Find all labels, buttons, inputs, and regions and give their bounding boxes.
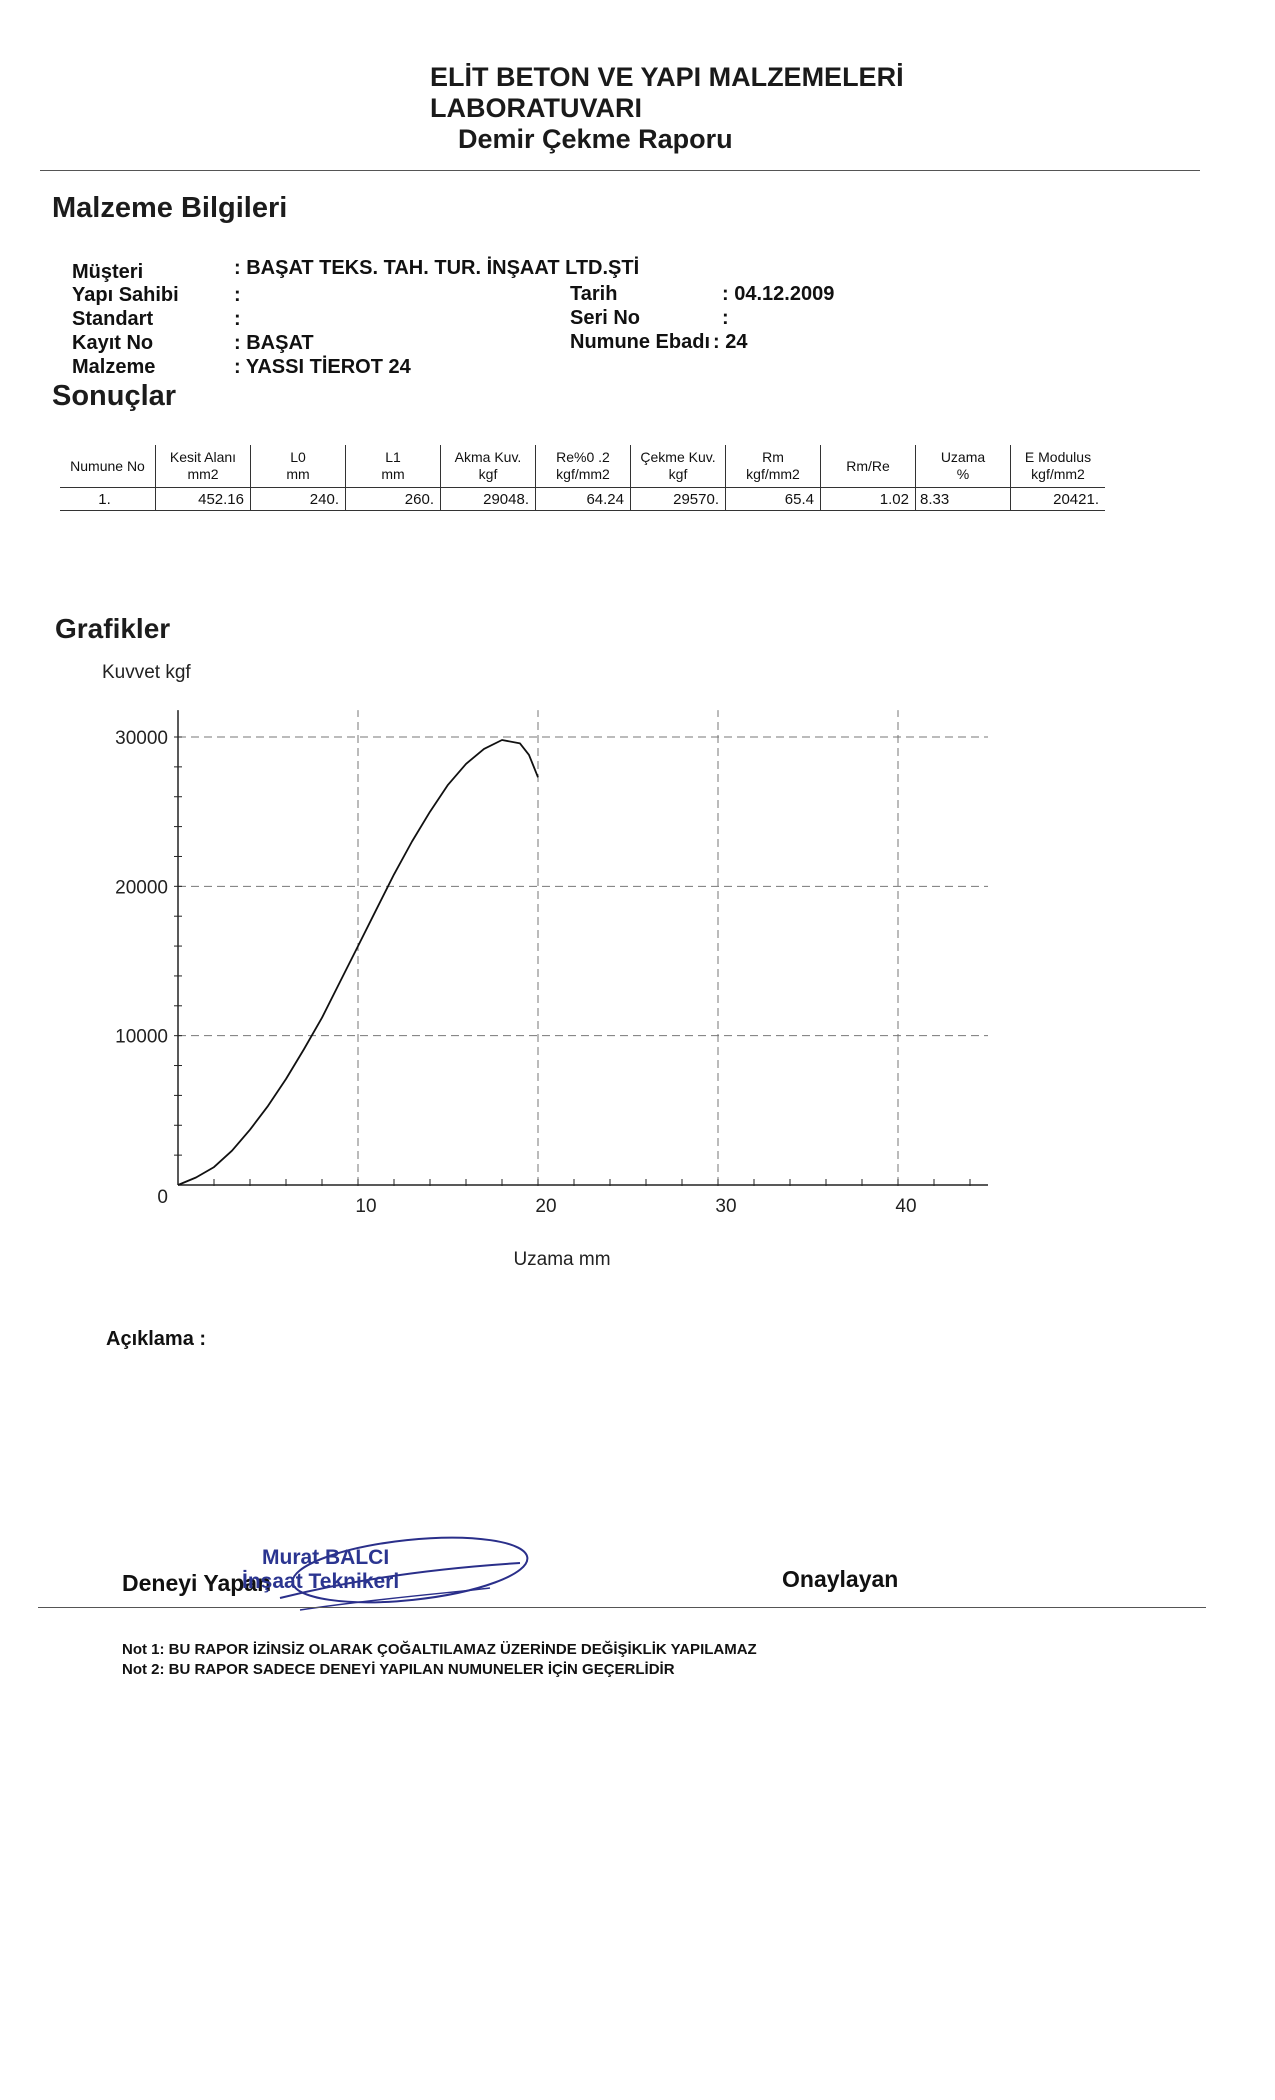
stamp-name: Murat BALCI: [262, 1546, 390, 1569]
aciklama-label: Açıklama :: [106, 1328, 207, 1350]
signature-stamp: [240, 1528, 530, 1628]
graphs-section-title: Grafikler: [55, 613, 171, 644]
cell-uzama: 8.33: [916, 488, 1011, 511]
col-numune-no: Numune No: [60, 445, 156, 488]
x-tick-label: 40: [895, 1196, 917, 1217]
col-cekme-kuv: Çekme Kuv. kgf: [631, 445, 726, 488]
malzeme-label: Malzeme: [72, 356, 156, 378]
kayit-no-label: Kayıt No: [72, 332, 154, 354]
seri-no-label: Seri No: [570, 307, 641, 329]
cell-re: 64.24: [536, 488, 631, 511]
col-rm: Rm kgf/mm2: [726, 445, 821, 488]
x-axis-label: Uzama mm: [513, 1249, 611, 1270]
cell-numune-no: 1.: [60, 488, 156, 511]
y-tick-label: 20000: [115, 877, 168, 899]
col-re: Re%0 .2 kgf/mm2: [536, 445, 631, 488]
signature-divider: [38, 1607, 1206, 1608]
y-tick-label: 30000: [115, 728, 168, 749]
stamp-title: İnşaat Teknikeri: [242, 1570, 400, 1593]
numune-ebadi-label: Numune Ebadı: [570, 331, 711, 353]
malzeme-value: : YASSI TİEROT 24: [234, 356, 411, 378]
cell-l1: 260.: [346, 488, 441, 511]
col-uzama: Uzama %: [916, 445, 1011, 488]
y-tick-label: 10000: [115, 1026, 168, 1048]
lab-name-line2: LABORATUVARI: [430, 93, 642, 123]
col-kesit-alani: Kesit Alanı mm2: [156, 445, 251, 488]
col-akma-kuv: Akma Kuv. kgf: [441, 445, 536, 488]
material-section-title: Malzeme Bilgileri: [52, 192, 288, 224]
deneyi-yapan-label: Deneyi Yapan: [122, 1570, 272, 1596]
standart-value: :: [234, 308, 241, 330]
x-tick-label: 20: [535, 1196, 557, 1217]
cell-rm-re: 1.02: [821, 488, 916, 511]
tarih-value: : 04.12.2009: [722, 283, 835, 305]
col-rm-re: Rm/Re: [821, 445, 916, 488]
cell-cekme-kuv: 29570.: [631, 488, 726, 511]
seri-no-value: :: [722, 307, 729, 329]
yapi-sahibi-label: Yapı Sahibi: [72, 284, 179, 306]
musteri-label: Müşteri: [72, 261, 144, 283]
numune-ebadi-value: : 24: [713, 331, 748, 353]
col-l1: L1 mm: [346, 445, 441, 488]
lab-name-line1: ELİT BETON VE YAPI MALZEMELERİ: [430, 62, 904, 92]
y-tick-label: 0: [157, 1187, 168, 1208]
kayit-no-value: : BAŞAT: [234, 332, 314, 354]
notes: [122, 1640, 757, 1680]
col-e-modulus: E Modulus kgf/mm2: [1011, 445, 1106, 488]
onaylayan-label: Onaylayan: [782, 1566, 899, 1592]
cell-rm: 65.4: [726, 488, 821, 511]
standart-label: Standart: [72, 308, 154, 330]
report-title: Demir Çekme Raporu: [458, 124, 733, 154]
col-l0: L0 mm: [251, 445, 346, 488]
tarih-label: Tarih: [570, 283, 618, 305]
note-2: Not 2: BU RAPOR SADECE DENEYİ YAPILAN NUMUNELER İÇİN GEÇERLİDİR: [122, 1661, 675, 1678]
results-section-title: Sonuçlar: [52, 380, 177, 412]
note-1: Not 1: BU RAPOR İZİNSİZ OLARAK ÇOĞALTILAMAZ ÜZERİNDE DEĞİŞİKLİK YAPILAMAZ: [122, 1641, 757, 1658]
x-tick-label: 10: [355, 1196, 377, 1217]
cell-akma-kuv: 29048.: [441, 488, 536, 511]
cell-e-modulus: 20421.: [1011, 488, 1106, 511]
cell-l0: 240.: [251, 488, 346, 511]
x-tick-label: 30: [715, 1196, 737, 1217]
cell-kesit-alani: 452.16: [156, 488, 251, 511]
y-axis-label: Kuvvet kgf: [102, 662, 191, 683]
yapi-sahibi-value: :: [234, 284, 241, 306]
musteri-value: : BAŞAT TEKS. TAH. TUR. İNŞAAT LTD.ŞTİ: [234, 257, 640, 279]
